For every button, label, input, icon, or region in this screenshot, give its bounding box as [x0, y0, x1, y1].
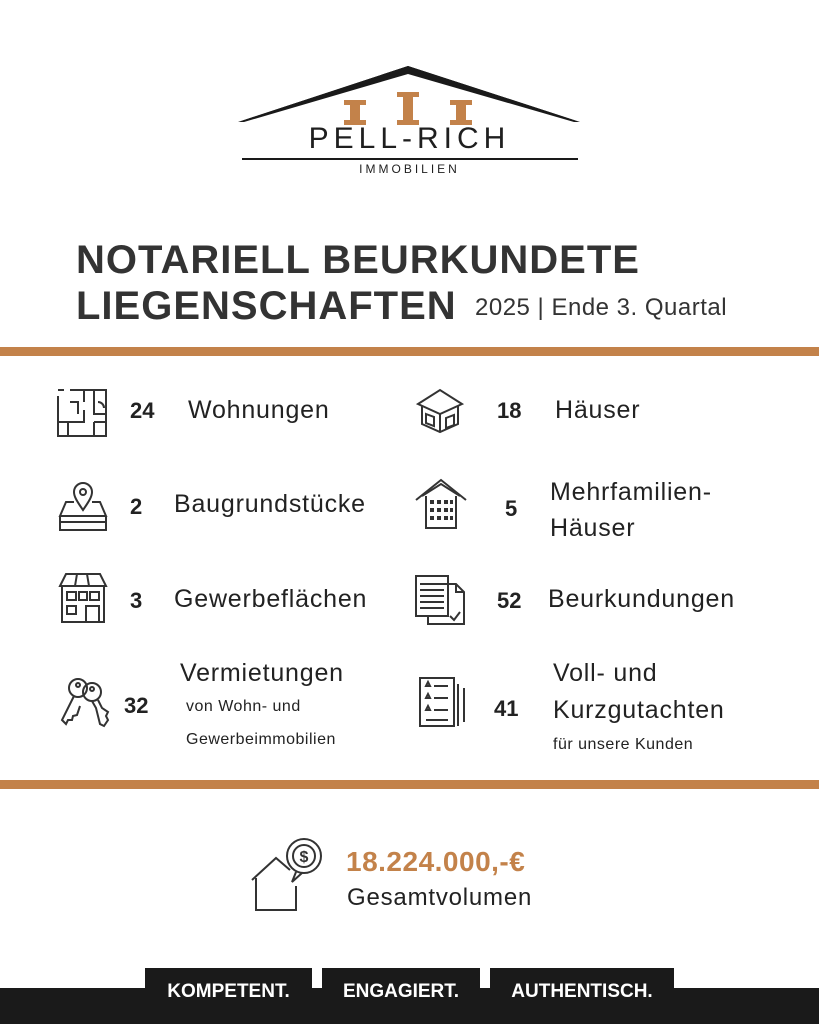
- stat-gewerbe-count: 3: [130, 588, 143, 613]
- stat-vermietungen-sub-line1: von Wohn- und: [186, 698, 301, 715]
- stat-vermietungen-count: 32: [124, 693, 149, 718]
- stat-baugrund-label: Baugrundstücke: [174, 490, 366, 518]
- stat-wohnungen-count: 24: [130, 398, 155, 423]
- footer-tag-kompetent: KOMPETENT.: [145, 968, 312, 1024]
- checklist-icon: [416, 676, 470, 728]
- page-title-line2: LIEGENSCHAFTEN: [76, 284, 457, 328]
- divider-bottom: [0, 780, 819, 789]
- stat-baugrund-count: 2: [130, 494, 143, 519]
- stat-mehrfamilien-label-line2: Häuser: [550, 514, 636, 542]
- apartment-building-icon: [414, 478, 468, 530]
- floor-plan-icon: [56, 388, 108, 438]
- stat-vermietungen-sub-line2: Gewerbeimmobilien: [186, 731, 336, 748]
- land-plot-icon: [56, 482, 110, 532]
- stat-mehrfamilien-count: 5: [505, 496, 518, 521]
- stat-wohnungen-label: Wohnungen: [188, 396, 330, 424]
- total-volume-value: 18.224.000,-€: [346, 846, 526, 877]
- stat-gewerbe-label: Gewerbeflächen: [174, 585, 368, 613]
- stat-gutachten-sub: für unsere Kunden: [553, 736, 694, 753]
- commercial-building-icon: [58, 572, 108, 624]
- stat-beurkundungen-label: Beurkundungen: [548, 585, 735, 613]
- divider-top: [0, 347, 819, 356]
- brand-subtitle: IMMOBILIEN: [359, 162, 460, 176]
- stat-vermietungen-label: Vermietungen: [180, 659, 344, 687]
- stat-gutachten-count: 41: [494, 696, 519, 721]
- stat-haeuser-count: 18: [497, 398, 522, 423]
- footer-tag-engagiert: ENGAGIERT.: [322, 968, 480, 1024]
- svg-text:$: $: [299, 849, 309, 866]
- stat-gutachten-label-line2: Kurzgutachten: [553, 696, 725, 724]
- stat-haeuser-label: Häuser: [555, 396, 641, 424]
- stat-gutachten-label-line1: Voll- und: [553, 659, 658, 687]
- house-icon: [414, 386, 466, 436]
- documents-icon: [414, 572, 466, 626]
- brand-name: PELL-RICH: [308, 122, 511, 155]
- footer-tag-authentisch: AUTHENTISCH.: [490, 968, 674, 1024]
- page-title-line1: NOTARIELL BEURKUNDETE: [76, 238, 640, 282]
- keys-icon: [56, 676, 112, 728]
- stat-mehrfamilien-label-line1: Mehrfamilien-: [550, 478, 712, 506]
- total-volume-label: Gesamtvolumen: [347, 884, 533, 911]
- period-label: 2025 | Ende 3. Quartal: [475, 294, 728, 321]
- house-money-icon: [250, 836, 324, 912]
- stat-beurkundungen-count: 52: [497, 588, 522, 613]
